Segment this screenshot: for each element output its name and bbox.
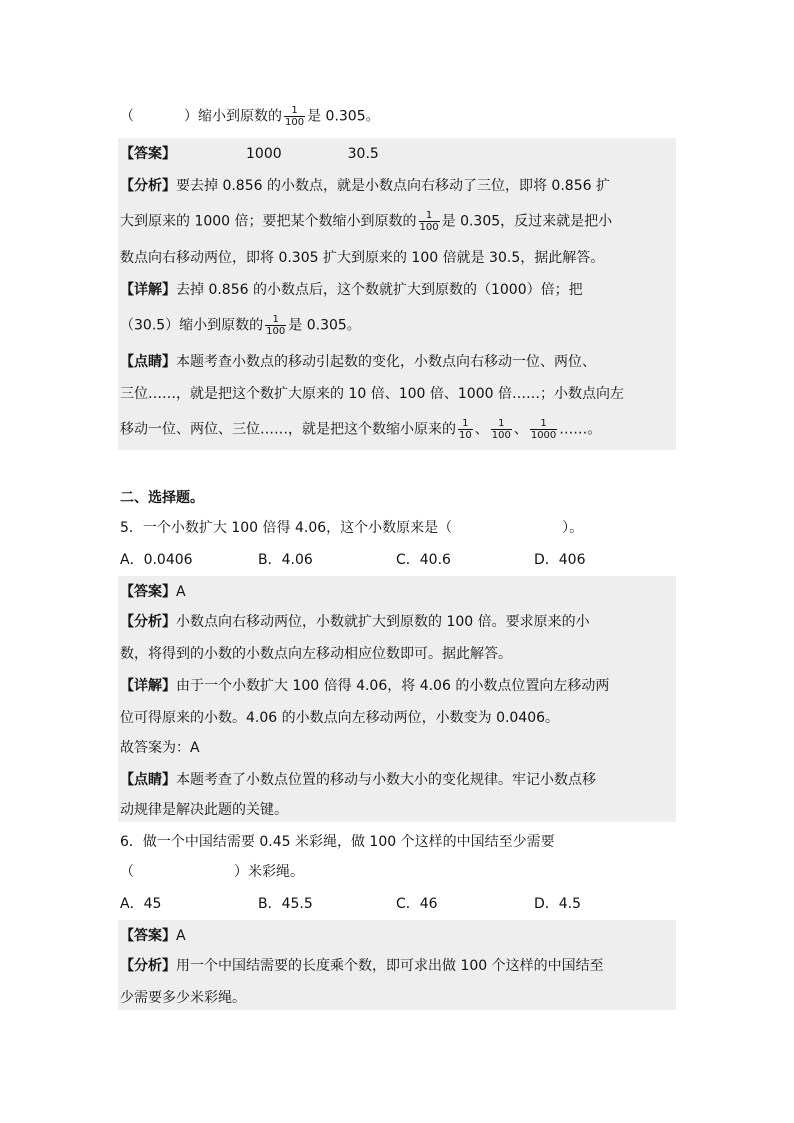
- q5-detail-text-1: 由于一个小数扩大 100 倍得 4.06，将 4.06 的小数点位置向左移动两: [176, 678, 610, 694]
- q5-option-c: C．40.6: [396, 552, 451, 568]
- q5-stem-close: ）。: [562, 520, 584, 536]
- q4-analysis-text-2a: 大到原来的 1000 倍；要把某个数缩小到原数的: [120, 213, 417, 230]
- q4-detail-text-2b: 是 0.305。: [288, 317, 361, 334]
- q5-analysis-text-1: 小数点向右移动两位，小数就扩大到原数的 100 倍。要求原来的小: [176, 614, 590, 630]
- q5-detail-text-2: 位可得原来的小数。4.06 的小数点向左移动两位，小数变为 0.0406。: [120, 710, 560, 726]
- q4-note-line-2: [120, 384, 624, 404]
- q6-open-paren: （: [120, 864, 134, 880]
- section-heading: 二、选择题。: [120, 490, 204, 506]
- q4-tail-text: ）缩小到原数的: [184, 108, 282, 125]
- q6-analysis-text-2: 少需要多少米彩绳。: [120, 990, 246, 1006]
- q4-detail-text-2a: （30.5）缩小到原数的: [120, 317, 264, 334]
- fraction-denominator: 1000: [530, 430, 557, 441]
- q4-analysis-line-3: [120, 248, 604, 268]
- q5-stem-text: 5．一个小数扩大 100 倍得 4.06，这个小数原来是（: [120, 520, 453, 536]
- fraction-numerator: 1: [265, 314, 286, 326]
- q5-detail-line-1: [120, 676, 609, 696]
- answer-label: 【答案】: [120, 146, 176, 162]
- q4-detail-line-1: [120, 280, 583, 300]
- q4-answer-1: 1000: [246, 146, 282, 162]
- note-label: 【点睛】: [120, 772, 176, 788]
- fraction-denominator: 100: [266, 326, 286, 337]
- fraction-1-100: [265, 314, 286, 337]
- fraction-numerator: 1: [419, 210, 440, 222]
- q5-option-a: A．0.0406: [120, 552, 193, 568]
- q4-detail-text-1: 去掉 0.856 的小数点后，这个数就扩大到原数的（1000）倍；把: [176, 282, 583, 298]
- q4-analysis-line-2: [120, 210, 612, 233]
- q4-note-line-3: [120, 418, 601, 441]
- note-label: 【点睛】: [120, 354, 176, 370]
- fraction-denominator: 100: [491, 430, 511, 441]
- q4-analysis-line-1: [120, 176, 610, 196]
- q4-answer-2: 30.5: [347, 146, 379, 162]
- q4-note-line-1: [120, 352, 596, 372]
- q6-stem-line-1: 6．做一个中国结需要 0.45 米彩绳，做 100 个这样的中国结至少需要: [120, 834, 555, 850]
- fraction-denominator: 100: [285, 117, 305, 128]
- fraction-numerator: 1: [491, 418, 512, 430]
- q6-option-c: C．46: [396, 896, 438, 912]
- q5-note-text-2: 动规律是解决此题的关键。: [120, 802, 288, 818]
- q5-answer: A: [176, 584, 186, 600]
- fraction-1-100: [284, 105, 305, 128]
- q5-note-line-2: [120, 800, 288, 820]
- q5-option-d: D．406: [534, 552, 586, 568]
- q6-analysis-line-1: [120, 956, 604, 976]
- q5-analysis-line-1: [120, 612, 590, 632]
- answer-label: 【答案】: [120, 584, 176, 600]
- q5-analysis-text-2: 数，将得到的小数的小数点向左移动相应位数即可。据此解答。: [120, 646, 512, 662]
- fraction-denominator: 100: [419, 222, 439, 233]
- analysis-label: 【分析】: [120, 958, 176, 974]
- q4-analysis-text-3: 数点向右移动两位，即将 0.305 扩大到原来的 100 倍就是 30.5，据此解答。: [120, 250, 605, 266]
- fraction-numerator: 1: [284, 105, 305, 117]
- q6-stem-close: ）米彩绳。: [234, 864, 304, 880]
- fraction-1-1000: [530, 418, 557, 441]
- separator: 、: [474, 421, 489, 438]
- q5-note-text-1: 本题考查了小数点位置的移动与小数大小的变化规律。牢记小数点移: [176, 772, 596, 788]
- q6-option-a: A．45: [120, 896, 162, 912]
- detail-label: 【详解】: [120, 678, 176, 694]
- q4-note-text-3b: ……。: [559, 421, 602, 438]
- fraction-1-100: [491, 418, 512, 441]
- q6-option-b: B．45.5: [258, 896, 313, 912]
- q4-note-text-2: 三位……，就是把这个数扩大原来的 10 倍、100 倍、1000 倍……；小数点向左: [120, 386, 624, 402]
- analysis-label: 【分析】: [120, 614, 176, 630]
- q5-option-b: B．4.06: [258, 552, 313, 568]
- fraction-denominator: 10: [459, 430, 472, 441]
- separator: 、: [513, 421, 528, 438]
- q4-open-paren: （: [120, 108, 134, 125]
- q4-analysis-text-1: 要去掉 0.856 的小数点，就是小数点向右移动了三位，即将 0.856 扩: [176, 178, 610, 194]
- q6-stem-line-2: [120, 862, 304, 882]
- q6-analysis-line-2: [120, 988, 246, 1008]
- q5-detail-line-2: [120, 708, 559, 728]
- q6-analysis-text-1: 用一个中国结需要的长度乘个数，即可求出做 100 个这样的中国结至: [176, 958, 604, 974]
- q4-tail-end: 是 0.305。: [307, 108, 380, 125]
- q6-answer: A: [176, 928, 186, 944]
- fraction-1-10: [458, 418, 473, 441]
- q5-note-line-1: [120, 770, 596, 790]
- q4-note-text-3a: 移动一位、两位、三位……，就是把这个数缩小原来的: [120, 421, 456, 438]
- q6-answer-line: [120, 926, 186, 946]
- fraction-1-100: [419, 210, 440, 233]
- q4-detail-line-2: [120, 314, 361, 337]
- analysis-label: 【分析】: [120, 178, 176, 194]
- q6-option-d: D．4.5: [534, 896, 582, 912]
- q4-note-text-1: 本题考查小数点的移动引起数的变化，小数点向右移动一位、两位、: [176, 354, 596, 370]
- q5-final: 故答案为：A: [120, 740, 200, 756]
- answer-label: 【答案】: [120, 928, 176, 944]
- q5-stem: [120, 518, 583, 538]
- q5-answer-line: [120, 582, 186, 602]
- fraction-numerator: 1: [458, 418, 473, 430]
- q5-analysis-line-2: [120, 644, 512, 664]
- q4-analysis-text-2b: 是 0.305，反过来就是把小: [441, 213, 613, 230]
- q4-answer-line: [120, 144, 379, 164]
- detail-label: 【详解】: [120, 282, 176, 298]
- q4-tail-line: [120, 105, 380, 128]
- fraction-numerator: 1: [530, 418, 557, 430]
